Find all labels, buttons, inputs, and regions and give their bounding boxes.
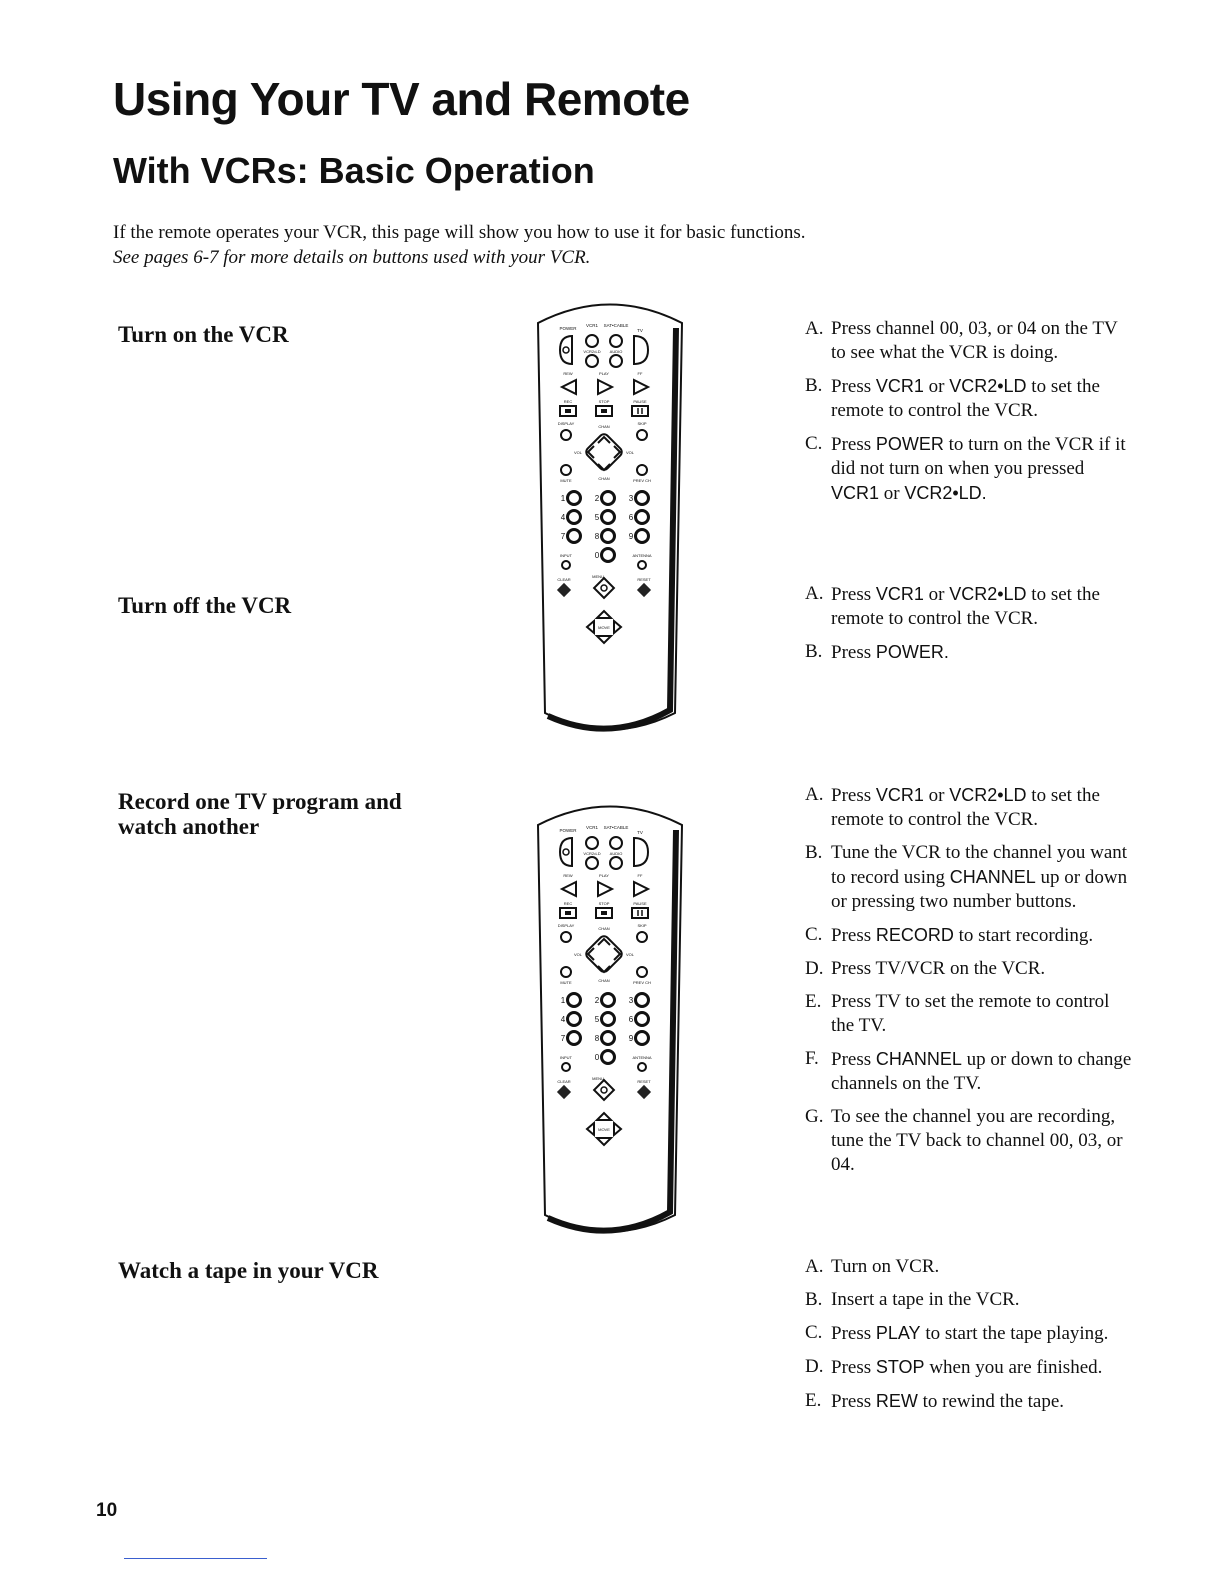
step-text: Press — [831, 785, 876, 806]
remote-label-display: DISPLAY — [557, 923, 575, 928]
step-item — [805, 1105, 1135, 1177]
step-text: Tune the VCR to the channel you want to record using — [831, 842, 1128, 888]
step-item — [805, 432, 1135, 506]
step-text: To see the channel you are recording, tune the TV back to channel 00, 03, or 04. — [831, 1106, 1123, 1175]
digit-label: 0 — [594, 1053, 600, 1062]
step-item — [805, 1321, 1135, 1346]
remote-label-tv: TV — [637, 830, 643, 835]
page-number: 10 — [96, 1500, 118, 1521]
step-text: Press — [831, 1391, 876, 1412]
remote-label-vol-left: VOL — [573, 952, 583, 957]
remote-label-prevch: PREV CH — [633, 478, 651, 483]
remote-label-input: INPUT — [560, 553, 572, 558]
remote-label-vcr1: VCR1 — [585, 825, 599, 830]
remote-label-vcr2ld: VCR2•LD — [583, 349, 601, 354]
remote-label-rec: REC — [563, 399, 573, 404]
remote-label-input: INPUT — [560, 1055, 572, 1060]
remote-label-pause: PAUSE — [633, 399, 647, 404]
step-letter: C. — [805, 924, 823, 945]
digit-label: 6 — [628, 1015, 634, 1024]
remote-label-rew: REW — [563, 873, 573, 878]
button-name: VCR1 — [831, 483, 880, 503]
digit-label: 3 — [628, 996, 634, 1005]
digit-label: 2 — [594, 494, 600, 503]
step-item — [805, 1255, 1135, 1279]
remote-label-move: MOVE — [598, 1127, 610, 1132]
button-name: PLAY — [875, 1323, 921, 1343]
remote-label-mute: MUTE — [560, 980, 572, 985]
remote-illustration-top — [530, 298, 690, 748]
page-subtitle: With VCRs: Basic Operation — [113, 150, 595, 191]
step-text: to set the remote to control the VCR. — [831, 376, 1100, 421]
remote-label-ff: FF — [637, 371, 643, 376]
intro-italic-note: See pages 6-7 for more details on buttons used with your VCR. — [113, 247, 591, 268]
button-name: POWER — [875, 434, 944, 454]
footer-rule — [124, 1558, 267, 1559]
button-name: VCR2•LD — [949, 785, 1027, 805]
button-name: VCR1 — [875, 376, 924, 396]
button-name: VCR1 — [875, 584, 924, 604]
step-letter: E. — [805, 1390, 822, 1411]
step-text: Press TV to set the remote to control the TV. — [831, 991, 1110, 1036]
remote-label-stop: STOP — [598, 399, 610, 404]
button-name: VCR2•LD — [949, 376, 1027, 396]
step-text: when you are finished. — [924, 1357, 1103, 1378]
steps-watch-tape — [805, 1255, 1135, 1423]
remote-label-chan-up: CHAN — [598, 926, 610, 931]
step-item — [805, 1047, 1135, 1096]
step-text: to turn on the VCR if it did not turn on when you pressed — [831, 434, 1126, 479]
step-letter: C. — [805, 433, 823, 454]
step-text: Press — [831, 925, 876, 946]
digit-label: 5 — [594, 1015, 600, 1024]
remote-label-clear: CLEAR — [557, 1079, 571, 1084]
remote-label-play: PLAY — [599, 371, 609, 376]
steps-record — [805, 783, 1135, 1186]
remote-label-vol-right: VOL — [625, 450, 635, 455]
step-item — [805, 1288, 1135, 1312]
step-text: or — [923, 376, 950, 397]
remote-label-antenna: ANTENNA — [632, 553, 652, 558]
remote-label-pause: PAUSE — [633, 901, 647, 906]
intro-text: If the remote operates your VCR, this page will show you how to use it for basic functions. — [113, 222, 806, 243]
remote-label-antenna: ANTENNA — [632, 1055, 652, 1060]
step-text: to start recording. — [953, 925, 1094, 946]
digit-label: 6 — [628, 513, 634, 522]
remote-label-audio: AUDIO — [609, 349, 623, 354]
remote-label-chan-down: CHAN — [598, 978, 610, 983]
digit-label: 8 — [594, 1034, 600, 1043]
remote-label-menu: MENU — [592, 574, 604, 579]
step-text: or — [923, 584, 950, 605]
step-item — [805, 1355, 1135, 1380]
step-letter: E. — [805, 991, 822, 1012]
digit-label: 9 — [628, 532, 634, 541]
button-name: CHANNEL — [949, 867, 1036, 887]
remote-label-reset: RESET — [637, 1079, 651, 1084]
remote-label-vcr1: VCR1 — [585, 323, 599, 328]
digit-label: 1 — [560, 996, 566, 1005]
button-name: POWER. — [875, 642, 949, 662]
remote-label-play: PLAY — [599, 873, 609, 878]
digit-label: 0 — [594, 551, 600, 560]
remote-label-menu: MENU — [592, 1076, 604, 1081]
step-letter: B. — [805, 1289, 823, 1310]
step-text: Press channel 00, 03, or 04 on the TV to see what the VCR is doing. — [831, 318, 1118, 363]
step-text: Press — [831, 376, 876, 397]
step-text: Insert a tape in the VCR. — [831, 1289, 1020, 1310]
button-name: STOP — [875, 1357, 925, 1377]
button-name: CHANNEL — [875, 1049, 962, 1069]
step-text: to set the remote to control the VCR. — [831, 785, 1100, 830]
remote-label-clear: CLEAR — [557, 577, 571, 582]
digit-label: 4 — [560, 1015, 566, 1024]
remote-label-stop: STOP — [598, 901, 610, 906]
remote-label-audio: AUDIO — [609, 851, 623, 856]
step-text: Press — [831, 1357, 876, 1378]
digit-label: 2 — [594, 996, 600, 1005]
step-item — [805, 640, 1135, 665]
section-heading-record: Record one TV program and watch another — [118, 789, 402, 839]
step-letter: B. — [805, 641, 823, 662]
step-letter: B. — [805, 375, 823, 396]
section-heading-turn-on: Turn on the VCR — [118, 322, 289, 347]
digit-label: 3 — [628, 494, 634, 503]
remote-label-display: DISPLAY — [557, 421, 575, 426]
step-letter: F. — [805, 1048, 819, 1069]
remote-label-power: POWER — [559, 828, 577, 833]
steps-turn-off — [805, 582, 1135, 674]
step-item — [805, 582, 1135, 631]
step-letter: B. — [805, 842, 823, 863]
button-name: VCR2•LD. — [904, 483, 987, 503]
digit-label: 5 — [594, 513, 600, 522]
button-name: VCR2•LD — [949, 584, 1027, 604]
step-letter: C. — [805, 1322, 823, 1343]
step-item — [805, 374, 1135, 423]
remote-label-mute: MUTE — [560, 478, 572, 483]
step-text: to set the remote to control the VCR. — [831, 584, 1100, 629]
remote-label-chan-down: CHAN — [598, 476, 610, 481]
step-text: Press — [831, 1323, 876, 1344]
step-item — [805, 990, 1135, 1038]
remote-label-skip: SKIP — [637, 421, 647, 426]
remote-label-rec: REC — [563, 901, 573, 906]
step-item — [805, 841, 1135, 914]
step-item — [805, 1389, 1135, 1414]
step-letter: A. — [805, 583, 824, 604]
digit-label: 1 — [560, 494, 566, 503]
remote-control-drawing — [530, 800, 690, 1250]
digit-label: 4 — [560, 513, 566, 522]
step-text: to rewind the tape. — [917, 1391, 1065, 1412]
step-letter: D. — [805, 958, 824, 979]
steps-turn-on — [805, 317, 1135, 515]
step-item — [805, 923, 1135, 948]
step-text: Press — [831, 434, 876, 455]
step-item — [805, 783, 1135, 832]
step-letter: A. — [805, 1256, 824, 1277]
digit-label: 7 — [560, 532, 566, 541]
remote-label-move: MOVE — [598, 625, 610, 630]
digit-label: 7 — [560, 1034, 566, 1043]
button-name: RECORD — [875, 925, 954, 945]
remote-label-rew: REW — [563, 371, 573, 376]
remote-label-power: POWER — [559, 326, 577, 331]
remote-label-vcr2ld: VCR2•LD — [583, 851, 601, 856]
step-letter: D. — [805, 1356, 824, 1377]
step-text: up or down to change channels on the TV. — [831, 1049, 1132, 1094]
step-text: Press — [831, 1049, 876, 1070]
digit-label: 9 — [628, 1034, 634, 1043]
button-name: REW — [875, 1391, 918, 1411]
step-letter: G. — [805, 1106, 824, 1127]
remote-label-prevch: PREV CH — [633, 980, 651, 985]
step-text: Press — [831, 642, 876, 663]
page-title: Using Your TV and Remote — [113, 73, 690, 125]
remote-label-satcable: SAT•CABLE — [603, 825, 629, 830]
remote-label-ff: FF — [637, 873, 643, 878]
step-item — [805, 317, 1135, 365]
remote-illustration-bottom — [530, 800, 690, 1250]
step-text: Press TV/VCR on the VCR. — [831, 958, 1046, 979]
step-text: Turn on VCR. — [831, 1256, 940, 1277]
step-letter: A. — [805, 784, 824, 805]
remote-label-reset: RESET — [637, 577, 651, 582]
section-heading-turn-off: Turn off the VCR — [118, 593, 292, 618]
remote-label-vol-left: VOL — [573, 450, 583, 455]
remote-label-tv: TV — [637, 328, 643, 333]
remote-label-chan-up: CHAN — [598, 424, 610, 429]
remote-label-satcable: SAT•CABLE — [603, 323, 629, 328]
remote-label-vol-right: VOL — [625, 952, 635, 957]
step-text: or — [879, 483, 905, 504]
digit-label: 8 — [594, 532, 600, 541]
remote-control-drawing — [530, 298, 690, 748]
step-item — [805, 957, 1135, 981]
step-text: or — [923, 785, 950, 806]
step-text: up or down or pressing two number buttons. — [831, 867, 1128, 912]
step-text: Press — [831, 584, 876, 605]
button-name: VCR1 — [875, 785, 924, 805]
remote-label-skip: SKIP — [637, 923, 647, 928]
step-letter: A. — [805, 318, 824, 339]
intro-paragraph — [113, 220, 813, 270]
step-text: to start the tape playing. — [920, 1323, 1109, 1344]
section-heading-watch-tape: Watch a tape in your VCR — [118, 1258, 379, 1283]
